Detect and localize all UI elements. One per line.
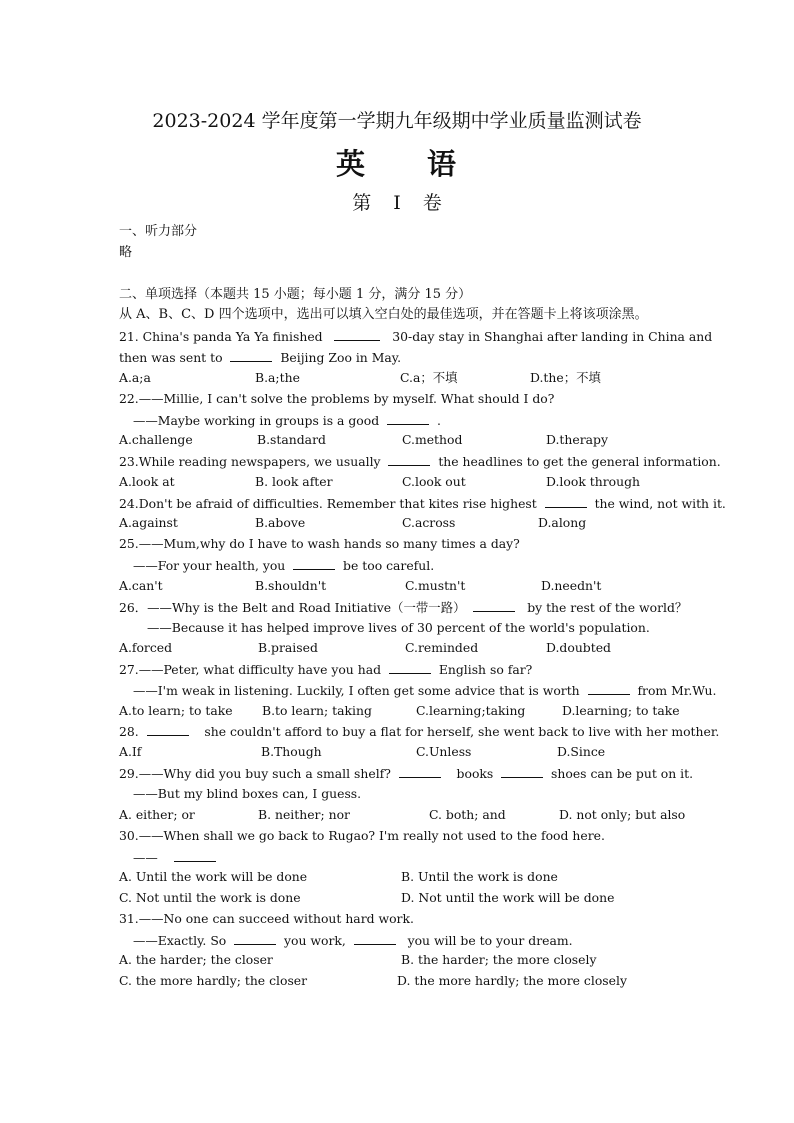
answer-blank bbox=[334, 328, 380, 341]
volume-char-1: 第 bbox=[352, 192, 372, 214]
q30-option-c[interactable]: C. Not until the work is done bbox=[119, 890, 301, 905]
subject-char-2: 语 bbox=[427, 147, 459, 181]
q26-option-b[interactable]: B.praised bbox=[258, 640, 318, 655]
question-29-line-1: 29.——Why did you buy such a small shelf? books shoes can be put on it. bbox=[119, 766, 694, 781]
q25-option-a[interactable]: A.can't bbox=[119, 578, 163, 593]
question-26-line-1: 26．——Why is the Belt and Road Initiative（一带一路） by the rest of the world？ bbox=[119, 600, 688, 615]
q31-option-c[interactable]: C. the more hardly; the closer bbox=[119, 973, 308, 988]
q23-option-d[interactable]: D.look through bbox=[546, 474, 640, 489]
q30-option-a[interactable]: A. Until the work will be done bbox=[119, 869, 308, 884]
question-21-line-1: 21. China's panda Ya Ya finished 30-day stay in Shanghai after landing in China and bbox=[119, 329, 713, 344]
q30-option-b[interactable]: B. Until the work is done bbox=[401, 869, 558, 884]
q31-option-b[interactable]: B. the harder; the more closely bbox=[401, 952, 597, 967]
volume-numeral: Ⅰ bbox=[393, 192, 401, 214]
answer-blank bbox=[234, 932, 276, 945]
q29-option-d[interactable]: D. not only; but also bbox=[559, 807, 686, 822]
q28-option-b[interactable]: B.Though bbox=[261, 744, 322, 759]
q28-option-d[interactable]: D.Since bbox=[557, 744, 606, 759]
answer-blank bbox=[388, 453, 430, 466]
question-22-line-1: 22.——Millie, I can't solve the problems by myself. What should I do? bbox=[119, 391, 555, 406]
question-28-line-1: 28. she couldn't afford to buy a flat for herself, she went back to live with her mother. bbox=[119, 724, 720, 739]
q26-option-c[interactable]: C.reminded bbox=[405, 640, 479, 655]
q28-option-a[interactable]: A.If bbox=[119, 744, 142, 759]
question-29-line-2: ——But my blind boxes can, I guess. bbox=[133, 786, 362, 801]
answer-blank bbox=[389, 661, 431, 674]
q25-option-d[interactable]: D.needn't bbox=[541, 578, 602, 593]
answer-blank bbox=[230, 349, 272, 362]
q25-option-c[interactable]: C.mustn't bbox=[405, 578, 466, 593]
q23-option-c[interactable]: C.look out bbox=[402, 474, 466, 489]
volume-title bbox=[0, 188, 794, 215]
q21-option-d[interactable]: D.the；不填 bbox=[530, 370, 601, 385]
answer-blank bbox=[399, 765, 441, 778]
q23-option-b[interactable]: B. look after bbox=[255, 474, 333, 489]
q25-option-b[interactable]: B.shouldn't bbox=[255, 578, 327, 593]
q21-option-c[interactable]: C.a；不填 bbox=[400, 370, 458, 385]
question-31-line-2: ——Exactly. So you work, you will be to your dream. bbox=[133, 933, 573, 948]
question-23-line-1: 23.While reading newspapers, we usually the headlines to get the general information. bbox=[119, 454, 721, 469]
question-25-line-1: 25.——Mum,why do I have to wash hands so many times a day? bbox=[119, 536, 520, 551]
question-31-line-1: 31.——No one can succeed without hard work. bbox=[119, 911, 414, 926]
q24-option-a[interactable]: A.against bbox=[119, 515, 178, 530]
question-25-line-2: ——For your health, you be too careful. bbox=[133, 558, 435, 573]
q27-option-a[interactable]: A.to learn; to take bbox=[119, 703, 233, 718]
q30-option-d[interactable]: D. Not until the work will be done bbox=[401, 890, 615, 905]
q27-option-d[interactable]: D.learning; to take bbox=[562, 703, 680, 718]
question-27-line-2: ——I'm weak in listening. Luckily, I often get some advice that is worth from Mr.Wu. bbox=[133, 683, 717, 698]
q29-option-a[interactable]: A. either; or bbox=[119, 807, 195, 822]
q24-option-d[interactable]: D.along bbox=[538, 515, 587, 530]
q28-option-c[interactable]: C.Unless bbox=[416, 744, 472, 759]
answer-blank bbox=[501, 765, 543, 778]
q27-option-c[interactable]: C.learning;taking bbox=[416, 703, 526, 718]
q22-option-b[interactable]: B.standard bbox=[257, 432, 326, 447]
q22-option-d[interactable]: D.therapy bbox=[546, 432, 608, 447]
q23-option-a[interactable]: A.look at bbox=[119, 474, 175, 489]
q21-option-a[interactable]: A.a;a bbox=[119, 370, 151, 385]
volume-char-2: 卷 bbox=[422, 192, 442, 214]
question-26-line-2: ——Because it has helped improve lives of 30 percent of the world's population. bbox=[147, 620, 650, 635]
q24-option-b[interactable]: B.above bbox=[255, 515, 306, 530]
exam-title: 2023-2024 学年度第一学期九年级期中学业质量监测试卷 bbox=[152, 110, 642, 132]
question-22-line-2: ——Maybe working in groups is a good . bbox=[133, 413, 441, 428]
q21-option-b[interactable]: B.a;the bbox=[255, 370, 300, 385]
question-27-line-1: 27.——Peter, what difficulty have you had English so far? bbox=[119, 662, 533, 677]
answer-blank bbox=[147, 723, 189, 736]
q31-option-d[interactable]: D. the more hardly; the more closely bbox=[397, 973, 627, 988]
question-21-line-2: then was sent to Beijing Zoo in May. bbox=[119, 350, 402, 365]
question-30-line-1: 30.——When shall we go back to Rugao? I'm really not used to the food here. bbox=[119, 828, 605, 843]
answer-blank bbox=[354, 932, 396, 945]
answer-blank bbox=[588, 682, 630, 695]
q24-option-c[interactable]: C.across bbox=[402, 515, 456, 530]
answer-blank bbox=[387, 412, 429, 425]
q31-option-a[interactable]: A. the harder; the closer bbox=[119, 952, 273, 967]
q22-option-a[interactable]: A.challenge bbox=[119, 432, 193, 447]
answer-blank bbox=[293, 557, 335, 570]
subject-title bbox=[0, 142, 794, 183]
section2-instruction: 从 A、B、C、D 四个选项中，选出可以填入空白处的最佳选项，并在答题卡上将该项涂黑。 bbox=[119, 307, 648, 322]
answer-blank bbox=[473, 599, 515, 612]
subject-char-1: 英 bbox=[335, 147, 367, 181]
q29-option-c[interactable]: C. both; and bbox=[429, 807, 506, 822]
q26-option-a[interactable]: A.forced bbox=[119, 640, 173, 655]
question-24-line-1: 24.Don't be afraid of difficulties. Remember that kites rise highest the wind, not with it. bbox=[119, 496, 726, 511]
q29-option-b[interactable]: B. neither; nor bbox=[258, 807, 350, 822]
q22-option-c[interactable]: C.method bbox=[402, 432, 463, 447]
q27-option-b[interactable]: B.to learn; taking bbox=[262, 703, 372, 718]
q26-option-d[interactable]: D.doubted bbox=[546, 640, 611, 655]
section1-note: 略 bbox=[119, 245, 133, 260]
answer-blank bbox=[545, 495, 587, 508]
answer-blank bbox=[174, 849, 216, 862]
question-30-line-2: —— bbox=[133, 849, 216, 866]
section2-heading: 二、单项选择（本题共 15 小题；每小题 1 分，满分 15 分） bbox=[119, 287, 472, 302]
section1-heading: 一、听力部分 bbox=[119, 224, 198, 239]
